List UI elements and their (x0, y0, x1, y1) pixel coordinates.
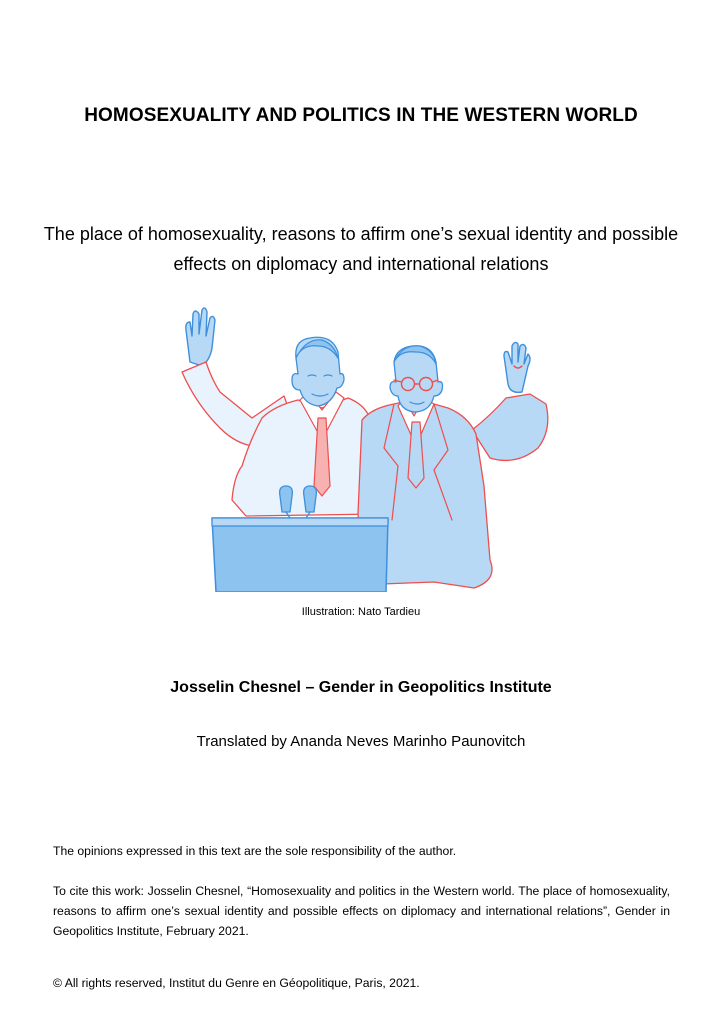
citation-text: To cite this work: Josselin Chesnel, “Homosexuality and politics in the Western world. The place of homosexuality, reasons to affirm one’s sexual identity and possible effects on diplomacy and international relations”, Gender in Geopolitics Institute, February 2021. (53, 884, 670, 938)
microphone-right (304, 486, 317, 512)
right-arm-sleeve (472, 394, 548, 460)
translator-line: Translated by Ananda Neves Marinho Paunovitch (196, 733, 526, 750)
politicians-illustration (172, 300, 560, 592)
document-subtitle: The place of homosexuality, reasons to affirm one’s sexual identity and possible effects on diplomacy and international relations (43, 224, 679, 274)
illustration-credit: Illustration: Nato Tardieu (301, 606, 421, 618)
left-raised-hand (186, 308, 215, 366)
document-title: HOMOSEXUALITY AND POLITICS IN THE WESTERN WORLD (84, 105, 638, 126)
author-line: Josselin Chesnel – Gender in Geopolitics Institute (170, 679, 552, 696)
microphone-left (280, 486, 293, 512)
podium (212, 518, 388, 592)
copyright-text: © All rights reserved, Institut du Genre en Géopolitique, Paris, 2021. (53, 976, 420, 990)
disclaimer-text: The opinions expressed in this text are the sole responsibility of the author. (53, 844, 457, 858)
